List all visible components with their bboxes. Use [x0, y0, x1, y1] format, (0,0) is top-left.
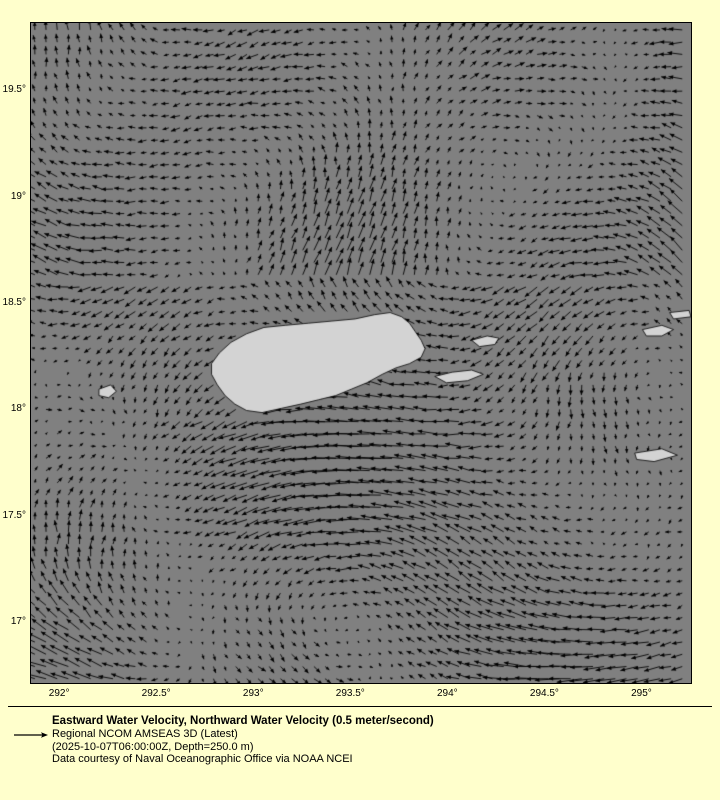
y-tick-label: 17°: [10, 616, 26, 628]
x-tick-label: 294°: [437, 688, 458, 699]
caption-title: Eastward Water Velocity, Northward Water Velocity (0.5 meter/second): [52, 715, 434, 727]
x-tick-label: 292°: [48, 688, 70, 699]
y-tick-label: 19°: [10, 190, 26, 202]
caption-time-depth: (2025-10-07T06:00:00Z, Depth=250.0 m): [52, 740, 254, 753]
y-tick-label: 19.5°: [2, 84, 26, 96]
caption-block: [0, 714, 720, 766]
arrow-right-icon: [14, 730, 48, 740]
x-tick-label: 293°: [242, 688, 264, 699]
caption-divider: [8, 706, 712, 707]
landmass-layer: [31, 23, 691, 683]
caption-dataset: Regional NCOM AMSEAS 3D (Latest): [52, 728, 238, 740]
y-tick-label: 17.5°: [2, 509, 26, 521]
x-tick-label: 294.5°: [529, 688, 559, 699]
x-tick-label: 295°: [631, 688, 652, 699]
x-tick-label: 292.5°: [141, 688, 171, 699]
x-tick-label: 293.5°: [335, 688, 365, 699]
caption-credit: Data courtesy of Naval Oceanographic Office via NOAA NCEI: [52, 753, 353, 765]
y-tick-label: 18°: [10, 403, 26, 415]
y-tick-label: 18.5°: [2, 297, 26, 309]
map-plot-area[interactable]: [30, 22, 692, 684]
